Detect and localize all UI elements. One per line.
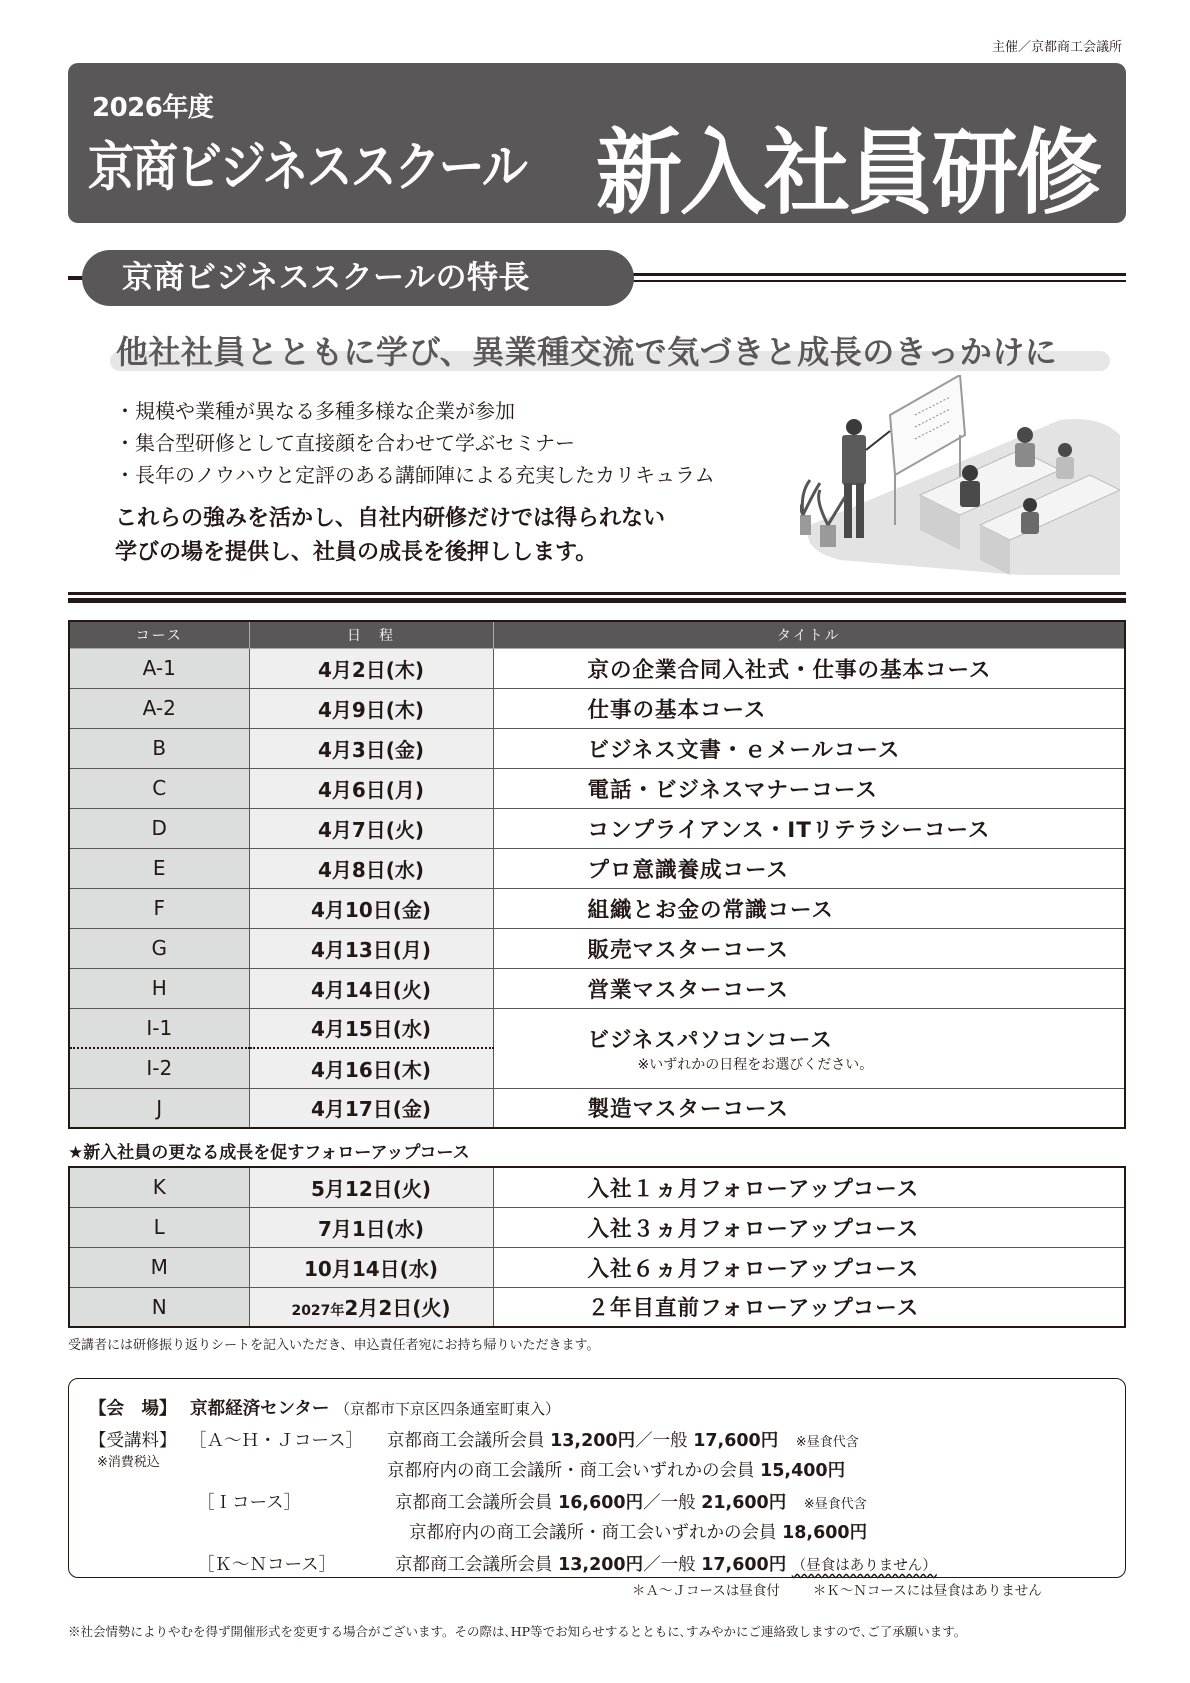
lunch-footnote-kn: ＊Ｋ～Ｎコースには昼食はありません [812, 1583, 1042, 1599]
table-row [69, 968, 1125, 1008]
footer-disclaimer: ※社会情勢によりやむを得ず開催形式を変更する場合がございます。その際は､HP等でお知らせするとともに､すみやかにご連絡致しますので､ご了承願います。 [68, 1624, 967, 1639]
general-price: 17,600円 [701, 1555, 787, 1575]
venue-fee-box [68, 1378, 1126, 1578]
course-code: A-1 [69, 648, 249, 688]
course-date: 4月3日(金) [249, 728, 493, 768]
column-header-title: タイトル [493, 621, 1125, 648]
summary-line: これらの強みを活かし、自社内研修だけでは得られない [115, 506, 666, 531]
course-date: 4月16日(木) [249, 1048, 493, 1088]
venue-row [89, 1395, 560, 1420]
table-row [69, 1247, 1125, 1287]
course-code: F [69, 888, 249, 928]
course-date: 4月7日(火) [249, 808, 493, 848]
course-code: H [69, 968, 249, 1008]
course-date [249, 1287, 493, 1327]
table-row [69, 1207, 1125, 1247]
tagline-text: 他社社員とともに学び、異業種交流で気づきと成長のきっかけに [116, 333, 1058, 371]
general-label: ／一般 [643, 1555, 696, 1575]
fee-row-ahj-regional [387, 1457, 845, 1482]
course-title-text: ビジネスパソコンコース [587, 1027, 833, 1053]
course-schedule-table [68, 620, 1126, 1129]
course-title: 営業マスターコース [493, 968, 1125, 1008]
course-title: 入社６ヵ月フォローアップコース [493, 1247, 1125, 1287]
course-date: 10月14日(水) [249, 1247, 493, 1287]
member-price: 13,200円 [558, 1555, 644, 1575]
course-date: 4月9日(木) [249, 688, 493, 728]
course-code: B [69, 728, 249, 768]
course-title: ２年目直前フォローアップコース [493, 1287, 1125, 1327]
course-title: コンプライアンス・ITリテラシーコース [493, 808, 1125, 848]
general-price: 17,600円 [693, 1431, 779, 1451]
course-date: 4月17日(金) [249, 1088, 493, 1128]
course-title: 入社１ヵ月フォローアップコース [493, 1167, 1125, 1207]
lunch-note: （昼食はありません） [791, 1558, 937, 1574]
course-date: 4月8日(水) [249, 848, 493, 888]
course-title: 京の企業合同入社式・仕事の基本コース [493, 648, 1125, 688]
hero-school-name: 京商ビジネススクール [88, 135, 526, 198]
course-title-note: ※いずれかの日程をお選びください。 [637, 1056, 874, 1073]
column-header-course: コース [69, 621, 249, 648]
followup-heading: ★新入社員の更なる成長を促すフォローアップコース [68, 1143, 470, 1163]
course-code: N [69, 1287, 249, 1327]
fee-row-i-member [395, 1489, 867, 1514]
tax-note: ※消費税込 [97, 1455, 160, 1470]
table-row [69, 1088, 1125, 1128]
followup-note: 受講者には研修振り返りシートを記入いただき、申込責任者宛にお持ち帰りいただきます。 [68, 1338, 600, 1353]
regional-label: 京都府内の商工会議所・商工会いずれかの会員 [409, 1523, 777, 1543]
course-title [493, 1008, 1125, 1088]
course-code: J [69, 1088, 249, 1128]
feature-bullet-list [115, 395, 715, 491]
course-date-year: 2027年 [291, 1303, 345, 1320]
regional-price: 15,400円 [760, 1461, 846, 1481]
course-code: K [69, 1167, 249, 1207]
venue-name: 京都経済センター [190, 1399, 330, 1419]
table-row [69, 768, 1125, 808]
fee-row-i-regional [409, 1519, 867, 1544]
features-section-heading [68, 250, 1126, 306]
course-date: 4月6日(月) [249, 768, 493, 808]
course-date: 5月12日(火) [249, 1167, 493, 1207]
course-date: 4月2日(木) [249, 648, 493, 688]
regional-label: 京都府内の商工会議所・商工会いずれかの会員 [387, 1461, 755, 1481]
course-code: G [69, 928, 249, 968]
hero-title: 新入社員研修 [596, 119, 1100, 228]
regional-price: 18,600円 [782, 1523, 868, 1543]
course-code: D [69, 808, 249, 848]
course-date-day: 2月2日(火) [344, 1296, 451, 1321]
course-title: 入社３ヵ月フォローアップコース [493, 1207, 1125, 1247]
course-date: 4月13日(月) [249, 928, 493, 968]
course-code: A-2 [69, 688, 249, 728]
fee-label: 【受講料】 [89, 1431, 177, 1451]
table-row [69, 728, 1125, 768]
column-header-date: 日 程 [249, 621, 493, 648]
followup-course-table [68, 1166, 1126, 1328]
course-date: 4月15日(水) [249, 1008, 493, 1048]
fee-row-kn-member [395, 1551, 937, 1576]
table-row [69, 1167, 1125, 1207]
table-row [69, 1287, 1125, 1327]
member-price: 16,600円 [558, 1493, 644, 1513]
features-heading: 京商ビジネススクールの特長 [82, 250, 634, 306]
general-price: 21,600円 [701, 1493, 787, 1513]
general-label: ／一般 [635, 1431, 688, 1451]
fee-course-ahj: ［Ａ～Ｈ・Ｊコース］ [189, 1431, 364, 1451]
course-title: 仕事の基本コース [493, 688, 1125, 728]
fee-course-kn: ［Ｋ～Ｎコース］ [197, 1555, 337, 1575]
course-title: プロ意識養成コース [493, 848, 1125, 888]
lunch-footnote-aj: ＊Ａ～Ｊコースは昼食付 [632, 1583, 780, 1599]
member-label: 京都商工会議所会員 [395, 1555, 553, 1575]
course-title: 電話・ビジネスマナーコース [493, 768, 1125, 808]
summary-line: 学びの場を提供し、社員の成長を後押しします。 [115, 540, 598, 565]
table-row [69, 888, 1125, 928]
member-price: 13,200円 [550, 1431, 636, 1451]
course-code: E [69, 848, 249, 888]
feature-bullet: ・長年のノウハウと定評のある講師陣による充実したカリキュラム [115, 463, 715, 487]
member-label: 京都商工会議所会員 [387, 1431, 545, 1451]
lunch-note: ※昼食代含 [795, 1435, 859, 1450]
lunch-note: ※昼食代含 [803, 1497, 867, 1512]
course-title: 組織とお金の常識コース [493, 888, 1125, 928]
fee-row-ahj-member [387, 1427, 859, 1452]
course-title: 製造マスターコース [493, 1088, 1125, 1128]
table-row [69, 848, 1125, 888]
member-label: 京都商工会議所会員 [395, 1493, 553, 1513]
course-date: 4月14日(火) [249, 968, 493, 1008]
course-code: L [69, 1207, 249, 1247]
lunch-footnotes [632, 1579, 1042, 1599]
table-row [69, 648, 1125, 688]
fee-course-i: ［Ｉコース］ [197, 1493, 302, 1513]
table-header-row [69, 621, 1125, 648]
venue-label: 【会 場】 [89, 1399, 177, 1419]
feature-bullet: ・集合型研修として直接顔を合わせて学ぶセミナー [115, 431, 575, 455]
heading-rule-right [628, 273, 1126, 282]
course-code: M [69, 1247, 249, 1287]
course-date: 7月1日(水) [249, 1207, 493, 1247]
course-code: C [69, 768, 249, 808]
feature-bullet: ・規模や業種が異なる多種多様な企業が参加 [115, 399, 515, 423]
course-title: ビジネス文書・ｅメールコース [493, 728, 1125, 768]
organizer-label: 主催／京都商工会議所 [991, 40, 1122, 55]
venue-address: （京都市下京区四条通室町東入） [334, 1400, 560, 1418]
classroom-illustration-icon [800, 375, 1120, 575]
hero-banner [68, 63, 1126, 228]
general-label: ／一般 [643, 1493, 696, 1513]
tagline [100, 327, 1110, 373]
feature-summary [115, 502, 665, 570]
course-code: I-1 [69, 1008, 249, 1048]
table-row [69, 808, 1125, 848]
hero-year: 2026年度 [92, 93, 214, 123]
table-row [69, 688, 1125, 728]
table-row [69, 1008, 1125, 1048]
course-code: I-2 [69, 1048, 249, 1088]
table-row [69, 928, 1125, 968]
section-divider [68, 592, 1126, 604]
course-title: 販売マスターコース [493, 928, 1125, 968]
course-date: 4月10日(金) [249, 888, 493, 928]
